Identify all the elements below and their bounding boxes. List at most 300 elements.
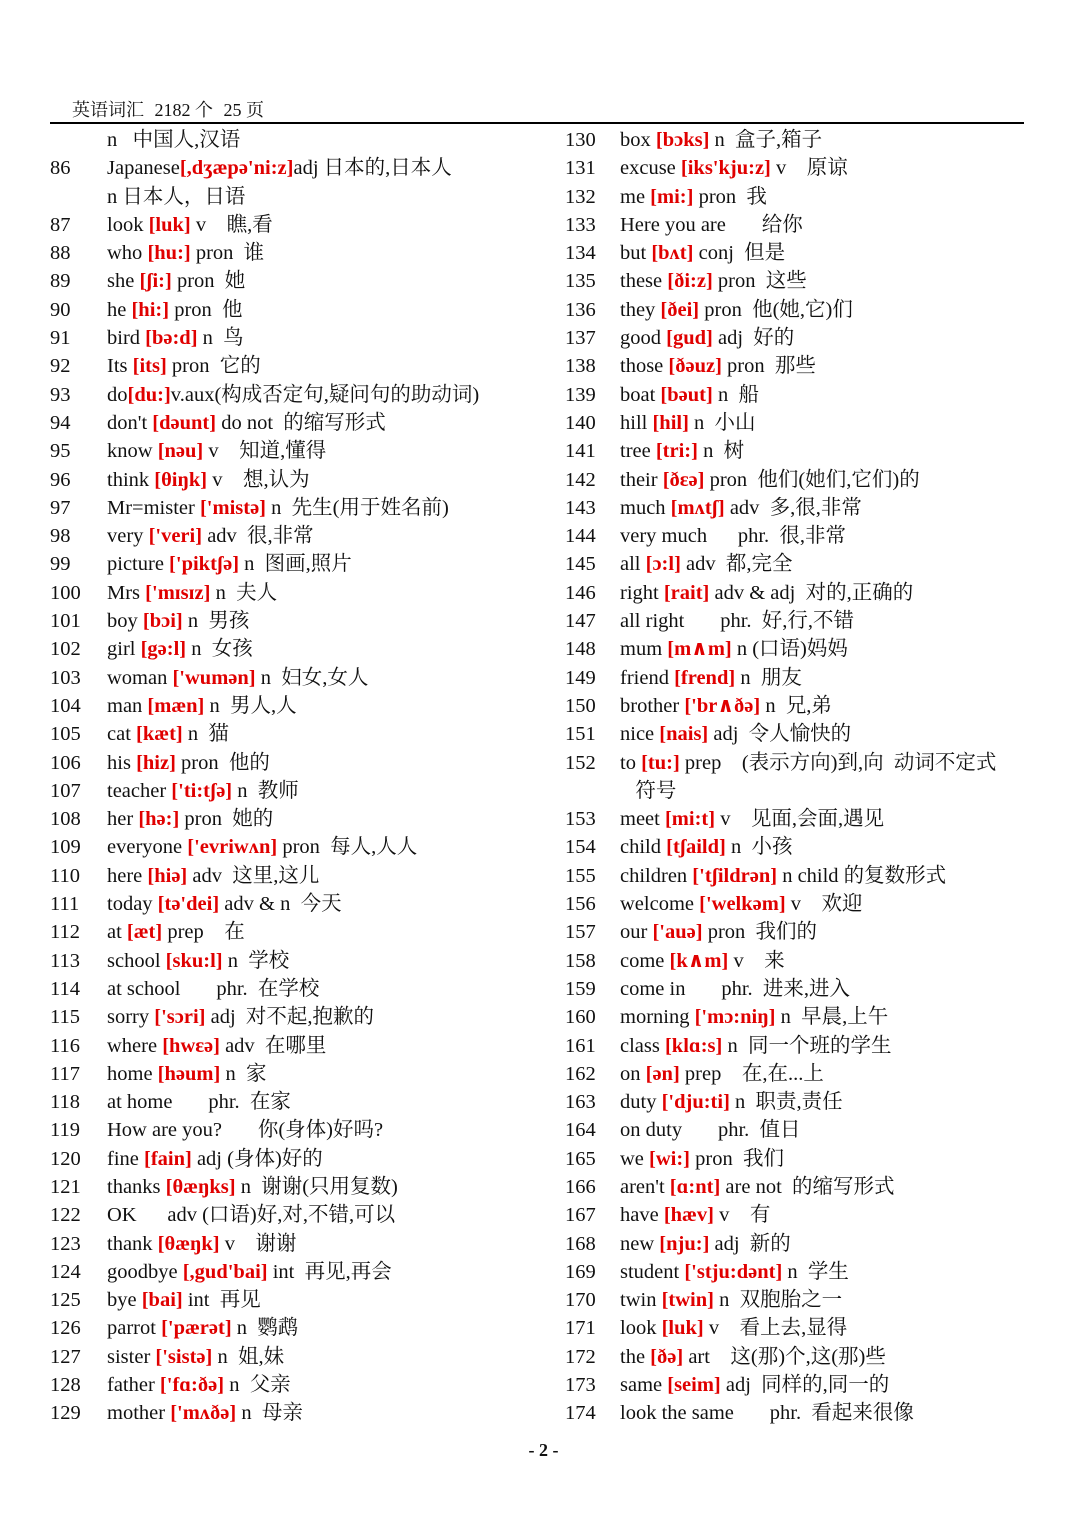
entry-definition: n 树	[697, 440, 745, 463]
vocab-entry	[50, 975, 520, 1003]
entry-content	[107, 381, 479, 409]
entry-number: 141	[565, 440, 596, 463]
entry-number: 101	[50, 610, 81, 633]
entry-definition: n 女孩	[186, 638, 253, 661]
entry-word: today	[107, 893, 158, 916]
header-count: 2182 个	[154, 100, 213, 120]
vocab-entry	[50, 1343, 520, 1371]
vocab-entry	[565, 1399, 1035, 1427]
entry-number: 173	[565, 1374, 596, 1397]
vocab-entry	[50, 550, 520, 578]
vocab-entry	[565, 1230, 1035, 1258]
entry-definition: phr. 在家	[172, 1091, 291, 1114]
entry-phonetic: [nais]	[659, 723, 709, 746]
entry-word: do	[107, 383, 128, 406]
entry-phonetic: [θiŋk]	[154, 468, 208, 491]
entry-word: she	[107, 270, 140, 293]
entry-word: goodbye	[107, 1260, 183, 1283]
entry-definition: pron 我	[693, 185, 767, 208]
entry-word: mother	[107, 1402, 171, 1425]
entry-content	[620, 947, 785, 975]
entry-definition: n 学生	[782, 1260, 849, 1283]
entry-content	[107, 1258, 392, 1286]
entry-number: 159	[565, 977, 596, 1000]
entry-phonetic: [hiz]	[136, 751, 176, 774]
entry-content	[107, 1145, 323, 1173]
vocab-entry	[50, 692, 520, 720]
vocab-entry	[565, 862, 1035, 890]
entry-number: 116	[50, 1034, 80, 1057]
entry-word: who	[107, 242, 148, 265]
entry-number: 129	[50, 1402, 81, 1425]
entry-word: me	[620, 185, 651, 208]
entry-content	[107, 550, 352, 578]
entry-phonetic: ['wumən]	[172, 666, 256, 689]
entry-number: 139	[565, 383, 596, 406]
entry-word: to	[620, 751, 642, 774]
entry-content	[620, 720, 851, 748]
entry-content	[620, 749, 996, 777]
entry-content	[620, 267, 807, 295]
vocab-entry	[565, 494, 1035, 522]
entry-definition: n child 的复数形式	[777, 864, 947, 887]
entry-content	[107, 324, 244, 352]
entry-definition: phr. 在学校	[180, 977, 320, 1000]
entry-word: come	[620, 949, 670, 972]
entry-number: 119	[50, 1119, 80, 1142]
entry-word: OK	[107, 1204, 137, 1227]
entry-definition: art 这(那)个,这(那)些	[683, 1345, 886, 1368]
entry-phonetic: [nəu]	[157, 440, 204, 463]
entry-word: at home	[107, 1091, 173, 1114]
entry-definition: n (口语)妈妈	[731, 638, 848, 661]
entry-content	[107, 267, 245, 295]
vocab-entry	[565, 267, 1035, 295]
entry-phonetic: [frend]	[674, 666, 736, 689]
vocab-entry	[50, 1258, 520, 1286]
vocab-entry	[565, 1201, 1035, 1229]
entry-definition: adv & n 今天	[219, 893, 342, 916]
vocab-entry	[50, 1173, 520, 1201]
vocab-entry	[50, 1371, 520, 1399]
entry-number: 97	[50, 496, 71, 519]
vocab-entry	[50, 466, 520, 494]
entry-word: excuse	[620, 157, 681, 180]
entry-word: think	[107, 468, 155, 491]
entry-content	[107, 211, 273, 239]
entry-word: mum	[620, 638, 668, 661]
entry-content	[107, 635, 253, 663]
entry-content	[107, 777, 299, 805]
vocab-entry	[565, 296, 1035, 324]
entry-content	[107, 862, 319, 890]
vocab-entry	[50, 381, 520, 409]
entry-definition: n 中国人,汉语	[107, 129, 241, 151]
entry-number: 132	[565, 185, 596, 208]
entry-content	[107, 918, 245, 946]
entry-number: 104	[50, 694, 81, 717]
header-rule	[50, 122, 1024, 124]
header-title: 英语词汇	[72, 100, 144, 120]
entry-content	[620, 1060, 824, 1088]
entry-word: their	[620, 468, 663, 491]
entry-word: look the same	[620, 1402, 734, 1425]
vocab-entry	[565, 692, 1035, 720]
entry-word: hill	[620, 411, 653, 434]
vocab-entry	[565, 211, 1035, 239]
entry-definition: are not 的缩写形式	[720, 1175, 895, 1198]
entry-word: on	[620, 1062, 646, 1085]
entry-definition: adj (身体)好的	[191, 1147, 323, 1170]
entry-word: very	[107, 525, 149, 548]
vocab-entry	[565, 1371, 1035, 1399]
vocab-entry	[50, 664, 520, 692]
entry-number: 100	[50, 581, 81, 604]
entry-definition: pron 这些	[712, 270, 807, 293]
entry-content	[107, 494, 449, 522]
entry-content	[620, 1088, 843, 1116]
entry-phonetic: [kæt]	[136, 723, 183, 746]
entry-number: 161	[565, 1034, 596, 1057]
entry-phonetic: ['mɪsɪz]	[145, 581, 211, 604]
entry-phonetic: [ʃi:]	[139, 270, 172, 293]
entry-content	[620, 862, 946, 890]
entry-word: right	[620, 581, 664, 604]
entry-phonetic: ['mistə]	[199, 496, 267, 519]
entry-number: 142	[565, 468, 596, 491]
entry-word: welcome	[620, 893, 700, 916]
entry-content	[620, 522, 846, 550]
entry-content	[107, 1286, 261, 1314]
entry-number: 140	[565, 411, 596, 434]
vocab-entry	[565, 635, 1035, 663]
entry-phonetic: [mæn]	[147, 694, 205, 717]
entry-phonetic: [,gud'bai]	[182, 1260, 268, 1283]
entry-word: meet	[620, 808, 665, 831]
entry-content	[107, 1230, 297, 1258]
entry-number: 88	[50, 242, 71, 265]
entry-definition: n 家	[220, 1062, 267, 1085]
entry-phonetic: [θæŋk]	[157, 1232, 220, 1255]
entry-content	[620, 777, 676, 805]
entry-phonetic: ['mʌðə]	[170, 1402, 237, 1425]
entry-definition: pron 它的	[166, 355, 261, 378]
entry-phonetic: [hə:]	[138, 808, 180, 831]
entry-phonetic: [bai]	[141, 1289, 183, 1312]
entry-definition: v 有	[713, 1204, 771, 1227]
entry-number: 90	[50, 298, 71, 321]
entry-phonetic: [du:]	[127, 383, 171, 406]
entry-phonetic: [tu:]	[641, 751, 680, 774]
entry-definition: pron 他的	[175, 751, 270, 774]
entry-content	[620, 1258, 849, 1286]
entry-definition: n 船	[712, 383, 759, 406]
entry-number: 96	[50, 468, 71, 491]
vocab-entry	[565, 1314, 1035, 1342]
vocab-entry	[565, 437, 1035, 465]
entry-content	[620, 183, 767, 211]
entry-content	[620, 352, 816, 380]
vocab-entry	[565, 239, 1035, 267]
entry-content	[107, 1343, 284, 1371]
entry-content	[107, 664, 368, 692]
entry-definition: n 早晨,上午	[775, 1006, 889, 1029]
entry-word: all right	[620, 610, 685, 633]
entry-word: but	[620, 242, 652, 265]
entry-content	[107, 466, 310, 494]
entry-word: we	[620, 1147, 650, 1170]
entry-content	[620, 1173, 895, 1201]
entry-phonetic: [hæv]	[663, 1204, 714, 1227]
entry-definition: n 猫	[182, 723, 229, 746]
entry-definition: pron 我们	[690, 1147, 784, 1170]
vocab-entry	[565, 833, 1035, 861]
entry-content	[107, 1116, 383, 1144]
entry-content	[107, 154, 452, 182]
entry-definition: n 鹦鹉	[231, 1317, 299, 1340]
entry-content	[620, 1286, 842, 1314]
entry-number: 143	[565, 496, 596, 519]
entry-number: 117	[50, 1062, 80, 1085]
entry-word: bird	[107, 327, 146, 350]
entry-word: nice	[620, 723, 660, 746]
entry-definition: n 职责,责任	[729, 1091, 843, 1114]
entry-number: 126	[50, 1317, 81, 1340]
entry-word: he	[107, 298, 132, 321]
vocab-entry	[50, 1145, 520, 1173]
entry-definition: n 父亲	[224, 1374, 291, 1397]
entry-definition: adv (口语)好,对,不错,可以	[136, 1204, 396, 1227]
entry-content	[107, 805, 273, 833]
entry-number: 170	[565, 1289, 596, 1312]
entry-number: 98	[50, 525, 71, 548]
entry-number: 137	[565, 327, 596, 350]
entry-word: sister	[107, 1345, 156, 1368]
entry-definition: n 日本人，日语	[107, 185, 246, 208]
vocab-entry	[565, 1173, 1035, 1201]
vocab-entry	[50, 890, 520, 918]
vocab-entry	[50, 805, 520, 833]
vocab-entry	[565, 381, 1035, 409]
entry-number: 110	[50, 864, 80, 887]
entry-phonetic: [bʌt]	[651, 242, 694, 265]
entry-phonetic: [seim]	[667, 1374, 721, 1397]
entry-word: these	[620, 270, 668, 293]
entry-word: tree	[620, 440, 656, 463]
entry-phonetic: [ðɛə]	[662, 468, 705, 491]
vocab-entry	[50, 862, 520, 890]
entry-content	[107, 522, 314, 550]
entry-definition: pron 每人,人人	[277, 836, 418, 859]
vocab-entry	[565, 1116, 1035, 1144]
entry-number: 169	[565, 1260, 596, 1283]
entry-content	[620, 1116, 801, 1144]
entry-number: 162	[565, 1062, 596, 1085]
entry-definition: do not 的缩写形式	[216, 411, 386, 434]
vocab-entry	[50, 183, 520, 211]
entry-phonetic: [nju:]	[659, 1232, 710, 1255]
entry-definition: n 妇女,女人	[255, 666, 369, 689]
entry-number: 135	[565, 270, 596, 293]
entry-phonetic: [tʃaild]	[666, 836, 726, 859]
entry-content	[620, 1201, 770, 1229]
entry-phonetic: [luk]	[661, 1317, 704, 1340]
entry-definition: adv 这里,这儿	[187, 864, 320, 887]
vocab-entry	[565, 1286, 1035, 1314]
entry-number: 121	[50, 1175, 81, 1198]
entry-content	[107, 1314, 298, 1342]
entry-content	[620, 154, 848, 182]
entry-phonetic: ['veri]	[148, 525, 203, 548]
entry-content	[620, 918, 817, 946]
entry-definition: v 欢迎	[785, 893, 863, 916]
entry-phonetic: [tri:]	[655, 440, 698, 463]
vocab-entry	[565, 777, 1035, 805]
entry-number: 124	[50, 1260, 81, 1283]
entry-word: boy	[107, 610, 143, 633]
entry-number: 154	[565, 836, 596, 859]
vocab-entry	[50, 1314, 520, 1342]
entry-definition: adj 对不起,抱歉的	[205, 1006, 375, 1029]
entry-content	[107, 1003, 374, 1031]
entry-phonetic: [mi:]	[650, 185, 694, 208]
entry-word: box	[620, 129, 656, 151]
entry-number: 160	[565, 1006, 596, 1029]
entry-number: 138	[565, 355, 596, 378]
entry-number: 103	[50, 666, 81, 689]
entry-word: where	[107, 1034, 163, 1057]
vocab-entry	[50, 154, 520, 182]
vocab-entry	[50, 947, 520, 975]
entry-content	[620, 550, 793, 578]
entry-definition: n 姐,妹	[212, 1345, 285, 1368]
vocab-entry	[50, 720, 520, 748]
vocab-entry	[50, 211, 520, 239]
entry-word: come in	[620, 977, 686, 1000]
vocab-entry	[50, 352, 520, 380]
vocab-entry	[50, 1032, 520, 1060]
entry-number: 113	[50, 949, 80, 972]
entry-number: 171	[565, 1317, 596, 1340]
entry-definition: adv 很,非常	[202, 525, 314, 548]
entry-definition: conj 但是	[693, 242, 786, 265]
vocab-entry	[50, 126, 520, 154]
entry-word: father	[107, 1374, 160, 1397]
entry-phonetic: [rait]	[663, 581, 710, 604]
entry-definition: n 男人,人	[204, 694, 297, 717]
entry-number: 115	[50, 1006, 80, 1029]
entry-number: 122	[50, 1204, 81, 1227]
entry-word: Mrs	[107, 581, 146, 604]
entry-content	[107, 890, 342, 918]
entry-phonetic: [bə:d]	[145, 327, 198, 350]
entry-phonetic: [hu:]	[147, 242, 191, 265]
vocab-entry	[565, 352, 1035, 380]
entry-definition: adj 新的	[709, 1232, 791, 1255]
entry-word: teacher	[107, 779, 172, 802]
entry-content	[107, 296, 243, 324]
entry-phonetic: ['sistə]	[155, 1345, 213, 1368]
entry-definition: phr. 值日	[682, 1119, 801, 1142]
vocab-entry	[50, 409, 520, 437]
vocab-entry	[565, 1088, 1035, 1116]
entry-content	[620, 466, 920, 494]
entry-content	[107, 1173, 398, 1201]
entry-word: sorry	[107, 1006, 155, 1029]
entry-definition: v 想,认为	[207, 468, 310, 491]
entry-number: 99	[50, 553, 71, 576]
entry-word: bye	[107, 1289, 142, 1312]
entry-definition: adj 好的	[712, 327, 795, 350]
entry-word: here	[107, 864, 148, 887]
entry-definition: phr. 很,非常	[707, 525, 847, 548]
entry-number: 91	[50, 327, 71, 350]
entry-content	[620, 1371, 889, 1399]
entry-definition: n 鸟	[197, 327, 244, 350]
entry-definition: pron 我们的	[702, 921, 818, 944]
vocab-entry	[50, 1286, 520, 1314]
entry-phonetic: [ðə]	[650, 1345, 684, 1368]
entry-content	[107, 692, 297, 720]
entry-word: new	[620, 1232, 660, 1255]
entry-definition: adj 令人愉快的	[708, 723, 852, 746]
entry-word: girl	[107, 638, 141, 661]
entry-number: 95	[50, 440, 71, 463]
vocab-entry	[565, 550, 1035, 578]
entry-definition: n 小孩	[725, 836, 793, 859]
entry-content	[620, 239, 785, 267]
entry-content	[620, 1343, 886, 1371]
entry-definition: n 夫人	[210, 581, 278, 604]
vocab-entry	[565, 126, 1035, 154]
entry-definition: 你(身体)好吗?	[221, 1119, 384, 1142]
entry-content	[620, 833, 792, 861]
entry-phonetic: ['stju:dənt]	[684, 1260, 783, 1283]
entry-number: 167	[565, 1204, 596, 1227]
entry-phonetic: [æt]	[126, 921, 163, 944]
entry-phonetic: [iks'kju:z]	[680, 157, 771, 180]
entry-number: 150	[565, 694, 596, 717]
entry-word: Mr=mister	[107, 496, 200, 519]
entry-word: thanks	[107, 1175, 166, 1198]
entry-number: 158	[565, 949, 596, 972]
entry-word: thank	[107, 1232, 158, 1255]
vocab-entry	[50, 749, 520, 777]
entry-content	[620, 975, 850, 1003]
vocab-entry	[565, 947, 1035, 975]
entry-content	[620, 805, 884, 833]
entry-word: everyone	[107, 836, 188, 859]
entry-word: have	[620, 1204, 664, 1227]
entry-definition: n 谢谢(只用复数)	[235, 1175, 398, 1198]
entry-number: 127	[50, 1345, 81, 1368]
entry-content	[620, 409, 756, 437]
entry-phonetic: ['piktʃə]	[169, 553, 240, 576]
vocab-entry	[565, 1003, 1035, 1031]
vocab-entry	[565, 890, 1035, 918]
vocab-entry	[50, 1201, 520, 1229]
entry-phonetic: [ɑ:nt]	[669, 1175, 721, 1198]
entry-word: children	[620, 864, 693, 887]
entry-number: 144	[565, 525, 596, 548]
entry-phonetic: [mi:t]	[664, 808, 716, 831]
entry-number: 148	[565, 638, 596, 661]
entry-word: duty	[620, 1091, 662, 1114]
entry-content	[620, 296, 853, 324]
entry-definition: n 母亲	[236, 1402, 303, 1425]
entry-number: 174	[565, 1402, 596, 1425]
entry-content	[620, 126, 822, 154]
